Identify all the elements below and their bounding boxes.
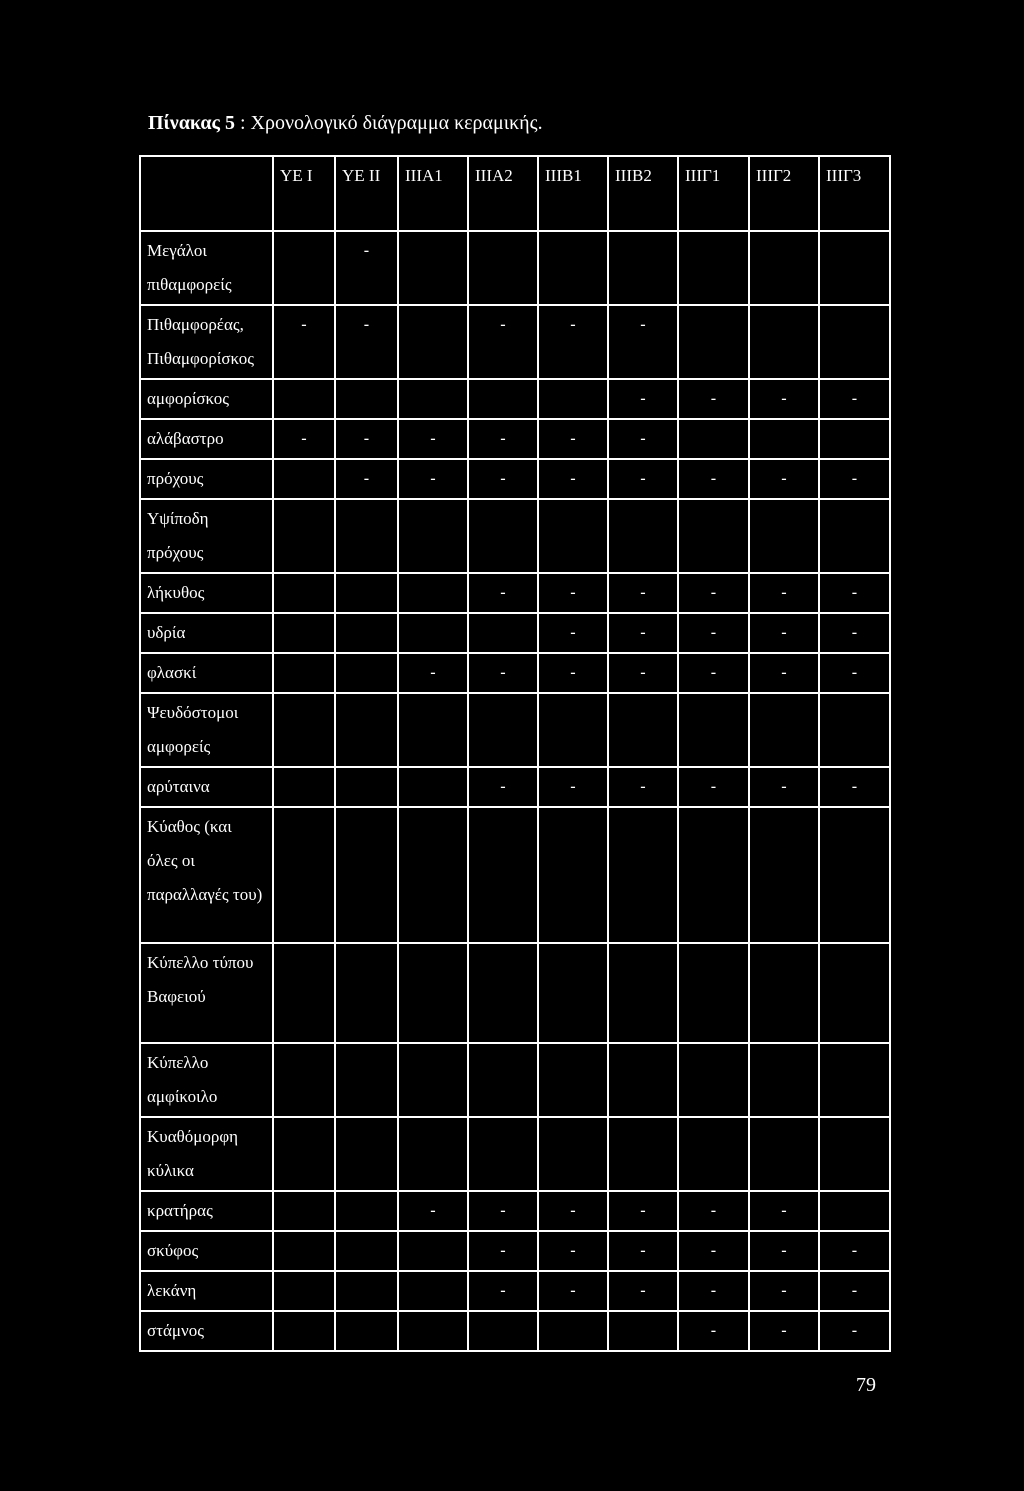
- table-cell: [273, 943, 335, 1043]
- table-cell: -: [749, 1271, 819, 1311]
- table-cell: [468, 231, 538, 305]
- table-cell: [273, 1191, 335, 1231]
- column-header: ΥΕ Ι: [273, 156, 335, 231]
- caption-label: Πίνακας 5: [148, 112, 235, 134]
- table-cell: [608, 1117, 678, 1191]
- table-cell: [538, 379, 608, 419]
- column-header: ΙΙΙΒ2: [608, 156, 678, 231]
- table-cell: [468, 1311, 538, 1351]
- table-cell: [335, 613, 398, 653]
- table-cell: [273, 693, 335, 767]
- table-cell: -: [749, 613, 819, 653]
- table-cell: -: [335, 305, 398, 379]
- table-cell: [468, 807, 538, 943]
- table-cell: [273, 1271, 335, 1311]
- table-cell: -: [819, 379, 890, 419]
- table-row: [140, 573, 890, 613]
- table-cell: [678, 693, 749, 767]
- table-cell: -: [273, 305, 335, 379]
- row-label: αρύταινα: [140, 767, 273, 807]
- table-cell: [608, 943, 678, 1043]
- table-cell: -: [819, 573, 890, 613]
- table-row: [140, 807, 890, 943]
- table-cell: [468, 613, 538, 653]
- table-cell: [398, 613, 468, 653]
- table-cell: [335, 1117, 398, 1191]
- column-header: ΙΙΙΓ2: [749, 156, 819, 231]
- table-cell: [749, 499, 819, 573]
- table-cell: -: [749, 573, 819, 613]
- table-cell: [608, 1043, 678, 1117]
- table-cell: -: [749, 1231, 819, 1271]
- table-body: [140, 156, 890, 1351]
- table-row: [140, 1311, 890, 1351]
- table-cell: -: [335, 419, 398, 459]
- row-label: σκύφος: [140, 1231, 273, 1271]
- row-label: πρόχους: [140, 459, 273, 499]
- row-label: φλασκί: [140, 653, 273, 693]
- table-cell: [273, 459, 335, 499]
- table-cell: [398, 573, 468, 613]
- row-label: κρατήρας: [140, 1191, 273, 1231]
- table-row: [140, 499, 890, 573]
- table-cell: [468, 379, 538, 419]
- table-row: [140, 379, 890, 419]
- column-header: ΥΕ ΙΙ: [335, 156, 398, 231]
- table-cell: -: [608, 613, 678, 653]
- table-cell: [398, 499, 468, 573]
- column-header: ΙΙΙΒ1: [538, 156, 608, 231]
- table-cell: [749, 419, 819, 459]
- table-cell: -: [749, 1191, 819, 1231]
- table-cell: -: [678, 459, 749, 499]
- table-cell: -: [678, 1231, 749, 1271]
- table-cell: -: [468, 459, 538, 499]
- table-cell: -: [538, 653, 608, 693]
- table-cell: -: [608, 1271, 678, 1311]
- table-cell: -: [468, 305, 538, 379]
- table-cell: -: [749, 653, 819, 693]
- table-cell: -: [398, 1191, 468, 1231]
- column-header: ΙΙΙΓ3: [819, 156, 890, 231]
- table-cell: [335, 693, 398, 767]
- table-cell: [608, 807, 678, 943]
- column-header: ΙΙΙΓ1: [678, 156, 749, 231]
- table-cell: [398, 305, 468, 379]
- table-cell: -: [273, 419, 335, 459]
- table-cell: -: [468, 1191, 538, 1231]
- row-label: λεκάνη: [140, 1271, 273, 1311]
- table-cell: -: [678, 1271, 749, 1311]
- table-cell: [749, 1043, 819, 1117]
- table-cell: [608, 1311, 678, 1351]
- row-label: στάμνος: [140, 1311, 273, 1351]
- table-cell: [273, 767, 335, 807]
- row-label: αμφορίσκος: [140, 379, 273, 419]
- table-cell: [538, 693, 608, 767]
- caption-text: : Χρονολογικό διάγραμμα κεραμικής.: [234, 112, 543, 134]
- table-cell: -: [608, 305, 678, 379]
- table-cell: [335, 943, 398, 1043]
- table-caption: [148, 112, 543, 135]
- table-cell: [678, 419, 749, 459]
- table-cell: [273, 379, 335, 419]
- table-cell: [819, 693, 890, 767]
- table-cell: [819, 807, 890, 943]
- table-cell: -: [468, 573, 538, 613]
- table-cell: -: [819, 767, 890, 807]
- table-cell: -: [749, 1311, 819, 1351]
- table-cell: [538, 231, 608, 305]
- table-cell: [819, 231, 890, 305]
- table-cell: [749, 693, 819, 767]
- table-cell: -: [468, 653, 538, 693]
- table-cell: [608, 231, 678, 305]
- table-cell: -: [468, 419, 538, 459]
- header-row: [140, 156, 890, 231]
- table-cell: [398, 1231, 468, 1271]
- table-cell: -: [749, 379, 819, 419]
- table-row: [140, 693, 890, 767]
- column-header: ΙΙΙΑ2: [468, 156, 538, 231]
- table-cell: [398, 767, 468, 807]
- table-cell: [398, 1117, 468, 1191]
- table-cell: -: [538, 613, 608, 653]
- table-cell: [538, 1311, 608, 1351]
- table-cell: -: [819, 1311, 890, 1351]
- table-row: [140, 419, 890, 459]
- table-cell: [335, 573, 398, 613]
- table-row: [140, 231, 890, 305]
- table-cell: [335, 767, 398, 807]
- table-cell: [538, 943, 608, 1043]
- row-label: Μεγάλοι πιθαμφορείς: [140, 231, 273, 305]
- table-cell: -: [468, 1271, 538, 1311]
- table-cell: -: [678, 767, 749, 807]
- table-row: [140, 305, 890, 379]
- table-cell: [538, 807, 608, 943]
- table-cell: [749, 305, 819, 379]
- table-cell: [468, 943, 538, 1043]
- table-cell: [678, 499, 749, 573]
- table-cell: -: [608, 419, 678, 459]
- table-cell: [678, 1043, 749, 1117]
- table-cell: [398, 943, 468, 1043]
- row-label: υδρία: [140, 613, 273, 653]
- row-label: Πιθαμφορέας, Πιθαμφορίσκος: [140, 305, 273, 379]
- table-cell: [468, 693, 538, 767]
- table-cell: -: [538, 459, 608, 499]
- row-label: λήκυθος: [140, 573, 273, 613]
- table-cell: -: [538, 1231, 608, 1271]
- table-cell: [608, 693, 678, 767]
- table-cell: [273, 231, 335, 305]
- table-cell: [398, 693, 468, 767]
- table-cell: [335, 1191, 398, 1231]
- table-cell: [335, 499, 398, 573]
- table-row: [140, 1271, 890, 1311]
- table-row: [140, 767, 890, 807]
- table-cell: -: [819, 613, 890, 653]
- table-cell: [678, 305, 749, 379]
- table-cell: -: [678, 613, 749, 653]
- table-cell: -: [468, 767, 538, 807]
- table-cell: [819, 419, 890, 459]
- row-label: Κύπελλο τύπου Βαφειού: [140, 943, 273, 1043]
- row-label: Κυαθόμορφη κύλικα: [140, 1117, 273, 1191]
- table-cell: [398, 1311, 468, 1351]
- table-cell: [678, 943, 749, 1043]
- table-cell: [749, 807, 819, 943]
- table-cell: [608, 499, 678, 573]
- table-row: [140, 459, 890, 499]
- column-header: ΙΙΙΑ1: [398, 156, 468, 231]
- table-cell: [335, 653, 398, 693]
- table-cell: -: [608, 767, 678, 807]
- table-cell: [398, 807, 468, 943]
- table-cell: -: [608, 379, 678, 419]
- table-cell: -: [468, 1231, 538, 1271]
- table-row: [140, 1043, 890, 1117]
- table-cell: [468, 1043, 538, 1117]
- table-row: [140, 1117, 890, 1191]
- table-cell: -: [608, 459, 678, 499]
- table-cell: -: [819, 459, 890, 499]
- table-row: [140, 653, 890, 693]
- table-cell: -: [678, 1191, 749, 1231]
- table-cell: [819, 499, 890, 573]
- table-cell: [273, 1311, 335, 1351]
- table-cell: -: [538, 1271, 608, 1311]
- table-cell: -: [398, 419, 468, 459]
- table-cell: [538, 1043, 608, 1117]
- table-cell: [749, 231, 819, 305]
- table-cell: -: [398, 653, 468, 693]
- table-cell: -: [678, 379, 749, 419]
- table-cell: -: [608, 653, 678, 693]
- table-cell: -: [608, 1231, 678, 1271]
- table-cell: -: [608, 573, 678, 613]
- table-cell: -: [678, 1311, 749, 1351]
- table-cell: [273, 653, 335, 693]
- table-cell: [398, 1271, 468, 1311]
- row-label: Υψίποδη πρόχους: [140, 499, 273, 573]
- table-cell: -: [749, 459, 819, 499]
- table-cell: [398, 379, 468, 419]
- table-cell: [468, 1117, 538, 1191]
- table-cell: [398, 1043, 468, 1117]
- table-cell: -: [819, 1271, 890, 1311]
- table-cell: [819, 1191, 890, 1231]
- table-cell: [335, 1043, 398, 1117]
- table-cell: -: [819, 653, 890, 693]
- table-cell: [749, 943, 819, 1043]
- table-cell: -: [335, 459, 398, 499]
- table-cell: -: [538, 419, 608, 459]
- table-cell: [819, 1117, 890, 1191]
- table-cell: -: [538, 1191, 608, 1231]
- table-cell: [538, 1117, 608, 1191]
- table-cell: [335, 1271, 398, 1311]
- table-cell: [273, 1231, 335, 1271]
- table-cell: [335, 807, 398, 943]
- table-cell: -: [678, 653, 749, 693]
- table-cell: -: [538, 305, 608, 379]
- table-cell: [678, 807, 749, 943]
- table-cell: [678, 1117, 749, 1191]
- table-cell: [273, 613, 335, 653]
- table-row: [140, 1231, 890, 1271]
- table-row: [140, 613, 890, 653]
- table-cell: [819, 1043, 890, 1117]
- table-cell: -: [335, 231, 398, 305]
- table-cell: -: [608, 1191, 678, 1231]
- table-cell: [273, 1043, 335, 1117]
- table-cell: -: [819, 1231, 890, 1271]
- table-cell: [468, 499, 538, 573]
- table-cell: -: [398, 459, 468, 499]
- table-cell: [538, 499, 608, 573]
- table-cell: [335, 1311, 398, 1351]
- page-number: 79: [856, 1374, 876, 1396]
- table-cell: [273, 1117, 335, 1191]
- table-cell: [749, 1117, 819, 1191]
- table-cell: [273, 499, 335, 573]
- row-label: Κύαθος (και όλες οι παραλλαγές του): [140, 807, 273, 943]
- table-cell: [335, 1231, 398, 1271]
- table-cell: -: [678, 573, 749, 613]
- row-label: Ψευδόστομοι αμφορείς: [140, 693, 273, 767]
- table-cell: [678, 231, 749, 305]
- table-cell: -: [749, 767, 819, 807]
- table-row: [140, 1191, 890, 1231]
- table-cell: [335, 379, 398, 419]
- table-cell: [819, 943, 890, 1043]
- row-label: αλάβαστρο: [140, 419, 273, 459]
- table-cell: [273, 573, 335, 613]
- table-cell: -: [538, 573, 608, 613]
- header-corner-cell: [140, 156, 273, 231]
- table-cell: [273, 807, 335, 943]
- chronology-table: [139, 155, 891, 1352]
- table-cell: -: [538, 767, 608, 807]
- table-cell: [398, 231, 468, 305]
- table-row: [140, 943, 890, 1043]
- row-label: Κύπελλο αμφίκοιλο: [140, 1043, 273, 1117]
- table-cell: [819, 305, 890, 379]
